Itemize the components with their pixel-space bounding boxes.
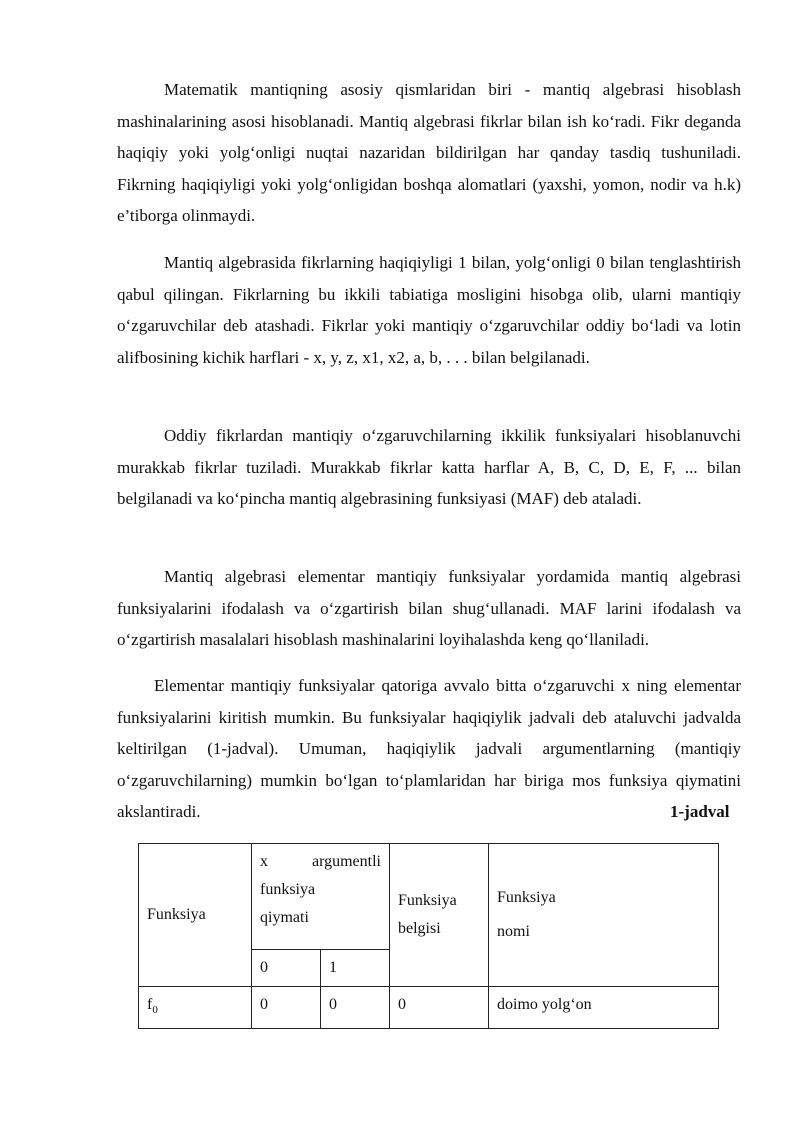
header-argument-line2: funksiya	[260, 881, 316, 898]
header-sign-line2: belgisi	[398, 920, 441, 937]
paragraph-1: Matematik mantiqning asosiy qismlaridan biri - mantiq algebrasi hisoblash mashinalarining asosi hisoblanadi. Mantiq algebrasi fikrlar bilan ish ko‘radi. Fikr deganda haqiqiy yoki yolg‘onligi nuqtai nazaridan bildirilgan har qanday tasdiq tushuniladi. Fikrning haqiqiyligi yoki yolg‘onligidan boshqa alomatlari (yaxshi, yomon, nodir va h.k) e’tiborga olinmaydi.	[117, 80, 741, 226]
paragraph-4: Mantiq algebrasi elementar mantiqiy funksiyalar yordamida mantiq algebrasi funksiyalarini ifodalash va o‘zgartirish bilan shug‘ullanadi. MAF larini ifodalash va o‘zgartirish masalalari hisoblash mashinalarini loyihalashda keng qo‘llaniladi.	[117, 567, 741, 650]
table-caption: 1-jadval	[670, 802, 730, 821]
table-row	[139, 987, 719, 1029]
header-name	[489, 844, 719, 987]
cell-x0: 0	[252, 987, 321, 1029]
cell-function: $f_0$	[139, 987, 252, 1029]
header-x1: 1	[321, 950, 390, 987]
paragraph-5: Elementar mantiqiy funksiyalar qatoriga avvalo bitta o‘zgaruvchi x ning elementar funksiyalarini kiritish mumkin. Bu funksiyalar haqiqiylik jadvali deb ataluvchi jadvalda keltirilgan (1-jadval). Umuman, haqiqiylik jadvali argumentlarning (mantiqiy o‘zgaruvchilarning) mumkin bo‘lgan to‘plamlaridan har biriga mos funksiya qiymatini akslantiradi.	[117, 676, 741, 822]
paragraph-3: Oddiy fikrlardan mantiqiy o‘zgaruvchilarning ikkilik funksiyalari hisoblanuvchi murakkab fikrlar tuziladi. Murakkab fikrlar katta harflar A, B, C, D, E, F, ... bilan belgilanadi va ko‘pincha mantiq algebrasining funksiyasi (MAF) deb ataladi.	[117, 426, 741, 509]
header-sign	[390, 844, 489, 987]
header-sign-line1: Funksiya	[398, 892, 457, 909]
header-argument-line1: x argumentli	[260, 853, 381, 870]
header-name-line2: nomi	[497, 923, 530, 940]
header-function: Funksiya	[139, 844, 252, 987]
header-x0: 0	[252, 950, 321, 987]
header-argument-line3: qiymati	[260, 909, 309, 926]
cell-x1: 0	[321, 987, 390, 1029]
paragraph-2: Mantiq algebrasida fikrlarning haqiqiyligi 1 bilan, yolg‘onligi 0 bilan tenglashtirish qabul qilingan. Fikrlarning bu ikkili tabiatiga mosligini hisobga olib, ularni mantiqiy o‘zgaruvchilar deb atashadi. Fikrlar yoki mantiqiy o‘zgaruvchilar oddiy bo‘ladi va lotin alifbosining kichik harflari - x, y, z, x1, x2, a, b, . . . bilan belgilanadi.	[117, 253, 741, 367]
cell-sign: 0	[390, 987, 489, 1029]
cell-name: doimo yolg‘on	[489, 987, 719, 1029]
header-name-line1: Funksiya	[497, 889, 556, 906]
truth-table	[138, 843, 719, 1029]
header-argument	[252, 844, 390, 950]
